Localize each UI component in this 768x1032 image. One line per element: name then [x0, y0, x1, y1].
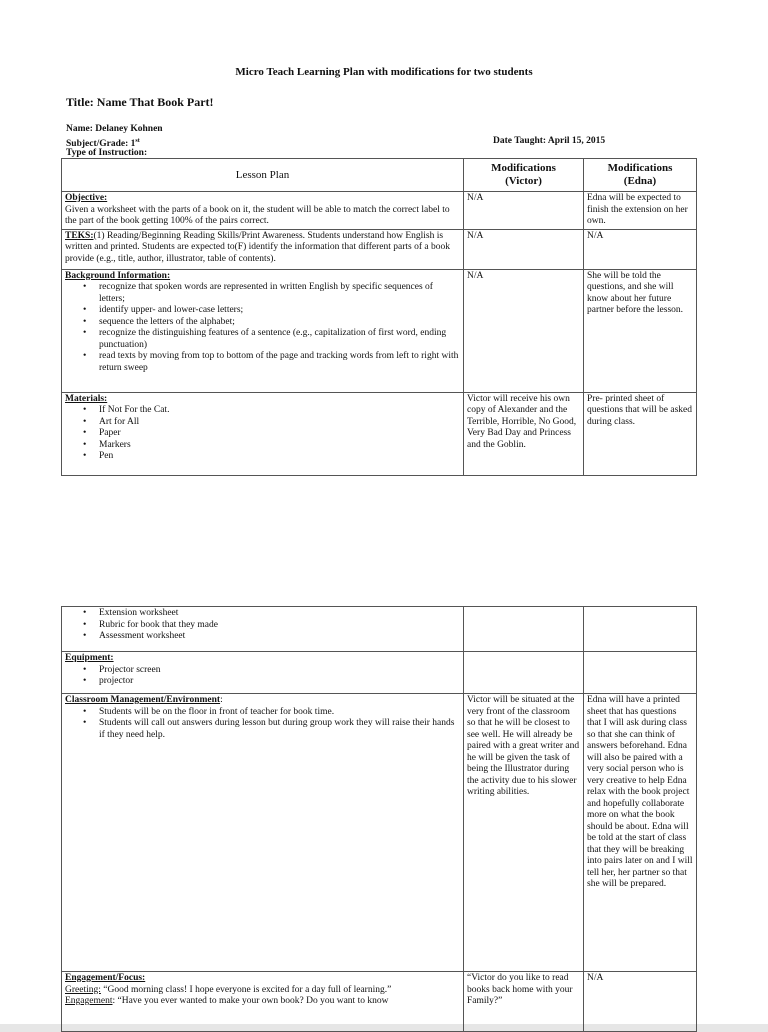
background-cell [62, 269, 464, 392]
materials-continued-victor [464, 607, 584, 652]
teks-edna: N/A [584, 229, 697, 269]
teks-label: TEKS: [65, 230, 94, 241]
list-item: • Extension worksheet [99, 608, 460, 620]
classroom-edna: Edna will have a printed sheet that has questions that I will ask during class so that she can think of answers beforehand. Edna will also be paired with a very social person who is very creative to help Edna relax with the book project and hopefully collaborate more on what the book should be about. Edna will be told at the start of class that they will be breaking into pairs later on and I will tell her, her partner so that she will be prepared. [584, 694, 697, 972]
greeting-line [65, 985, 460, 997]
list-item: • Rubric for book that they made [99, 620, 460, 632]
date-taught: Date Taught: April 15, 2015 [493, 136, 606, 146]
materials-row [62, 392, 697, 475]
engagement-victor: “Victor do you like to read books back home with your Family?” [464, 972, 584, 1032]
background-list [65, 282, 460, 374]
list-item: • Paper [99, 428, 460, 440]
classroom-colon: : [220, 695, 223, 705]
classroom-row [62, 694, 697, 972]
document-heading: Micro Teach Learning Plan with modifications for two students [235, 66, 533, 78]
objective-cell [62, 192, 464, 230]
materials-continued-row [62, 607, 697, 652]
teks-cell [62, 229, 464, 269]
background-row [62, 269, 697, 392]
equipment-victor [464, 652, 584, 694]
materials-continued-list [65, 608, 460, 643]
objective-edna: Edna will be expected to finish the extension on her own. [584, 192, 697, 230]
materials-list [65, 405, 460, 463]
objective-row [62, 192, 697, 230]
classroom-label: Classroom Management/Environment [65, 695, 221, 705]
list-item: • If Not For the Cat. [99, 405, 460, 417]
list-item: • read texts by moving from top to bottom of the page and tracking words from left to right with return sweep [99, 351, 460, 374]
list-item: • Markers [99, 440, 460, 452]
list-item: • recognize the distinguishing features of a sentence (e.g., capitalization of first word, ending punctuation) [99, 328, 460, 351]
engagement-sub-label: Engagement [65, 996, 113, 1006]
mod-victor-title: Modifications [491, 162, 556, 174]
list-item: • Pen [99, 451, 460, 463]
teks-row [62, 229, 697, 269]
lesson-plan-table [61, 158, 697, 476]
engagement-row [62, 972, 697, 1032]
teks-victor: N/A [464, 229, 584, 269]
classroom-heading [65, 695, 460, 707]
table-header-row [62, 159, 697, 192]
background-label: Background Information: [65, 270, 171, 281]
mod-edna-title: Modifications [607, 162, 673, 174]
lesson-plan-header: Lesson Plan [62, 159, 464, 192]
list-item: • Projector screen [99, 665, 460, 677]
background-edna: She will be told the questions, and she will know about her future partner before the lesson. [584, 269, 697, 392]
author-name: Name: Delaney Kohnen [66, 124, 163, 134]
materials-victor: Victor will receive his own copy of Alexander and the Terrible, Horrible, No Good, Very Bad Day and Princess and the Goblin. [464, 392, 584, 475]
lesson-plan-table-continued [61, 606, 697, 1032]
materials-cell [62, 392, 464, 475]
list-item: • Students will be on the floor in front of teacher for book time. [99, 707, 460, 719]
classroom-cell [62, 694, 464, 972]
greeting-text: “Good morning class! I hope everyone is excited for a day full of learning.” [100, 984, 392, 995]
grade-suffix: st [135, 138, 140, 144]
mod-edna-student: (Edna) [623, 175, 657, 187]
mod-victor-student: (Victor) [505, 175, 542, 187]
engagement-edna: N/A [584, 972, 697, 1032]
equipment-list [65, 665, 460, 688]
objective-label: Objective: [65, 193, 108, 203]
modifications-victor-header [464, 159, 584, 192]
list-item: • sequence the letters of the alphabet; [99, 317, 460, 329]
engagement-cell [62, 972, 464, 1032]
materials-label: Materials: [65, 393, 108, 404]
materials-edna: Pre- printed sheet of questions that will be asked during class. [584, 392, 697, 475]
greeting-label: Greeting: [65, 984, 101, 995]
teks-text: (1) Reading/Beginning Reading Skills/Print Awareness. Students understand how English is written and printed. Students are expected to(F) identify the information that different parts of a book provide (e.g., title, author, illustrator, table of contents). [65, 230, 450, 264]
engagement-line [65, 996, 460, 1008]
lesson-title: Title: Name That Book Part! [66, 95, 214, 109]
list-item: • projector [99, 676, 460, 688]
objective-text: Given a worksheet with the parts of a book on it, the student will be able to match the correct label to the part of the book getting 100% of the pairs correct. [65, 204, 450, 226]
modifications-edna-header [584, 159, 697, 192]
engagement-text: : “Have you ever wanted to make your own book? Do you want to know [112, 996, 389, 1006]
list-item: • Students will call out answers during lesson but during group work they will raise their hands if they need help. [99, 718, 460, 741]
objective-victor: N/A [464, 192, 584, 230]
background-victor: N/A [464, 269, 584, 392]
list-item: • identify upper- and lower-case letters; [99, 305, 460, 317]
equipment-edna [584, 652, 697, 694]
engagement-label: Engagement/Focus: [65, 973, 146, 983]
equipment-label: Equipment: [65, 653, 114, 663]
equipment-cell [62, 652, 464, 694]
list-item: • Art for All [99, 417, 460, 429]
list-item: • Assessment worksheet [99, 631, 460, 643]
list-item: • recognize that spoken words are represented in written English by specific sequences of letters; [99, 282, 460, 305]
type-of-instruction: Type of Instruction: [66, 148, 148, 158]
equipment-row [62, 652, 697, 694]
classroom-list [65, 707, 460, 742]
materials-continued-edna [584, 607, 697, 652]
materials-continued-cell [62, 607, 464, 652]
classroom-victor: Victor will be situated at the very front of the classroom so that he will be closest to see well. He will already be paired with a great writer and he will be given the task of being the Illustrator during the activity due to his slower writing abilities. [464, 694, 584, 972]
subject-grade-text: Subject/Grade: 1 [66, 139, 136, 150]
